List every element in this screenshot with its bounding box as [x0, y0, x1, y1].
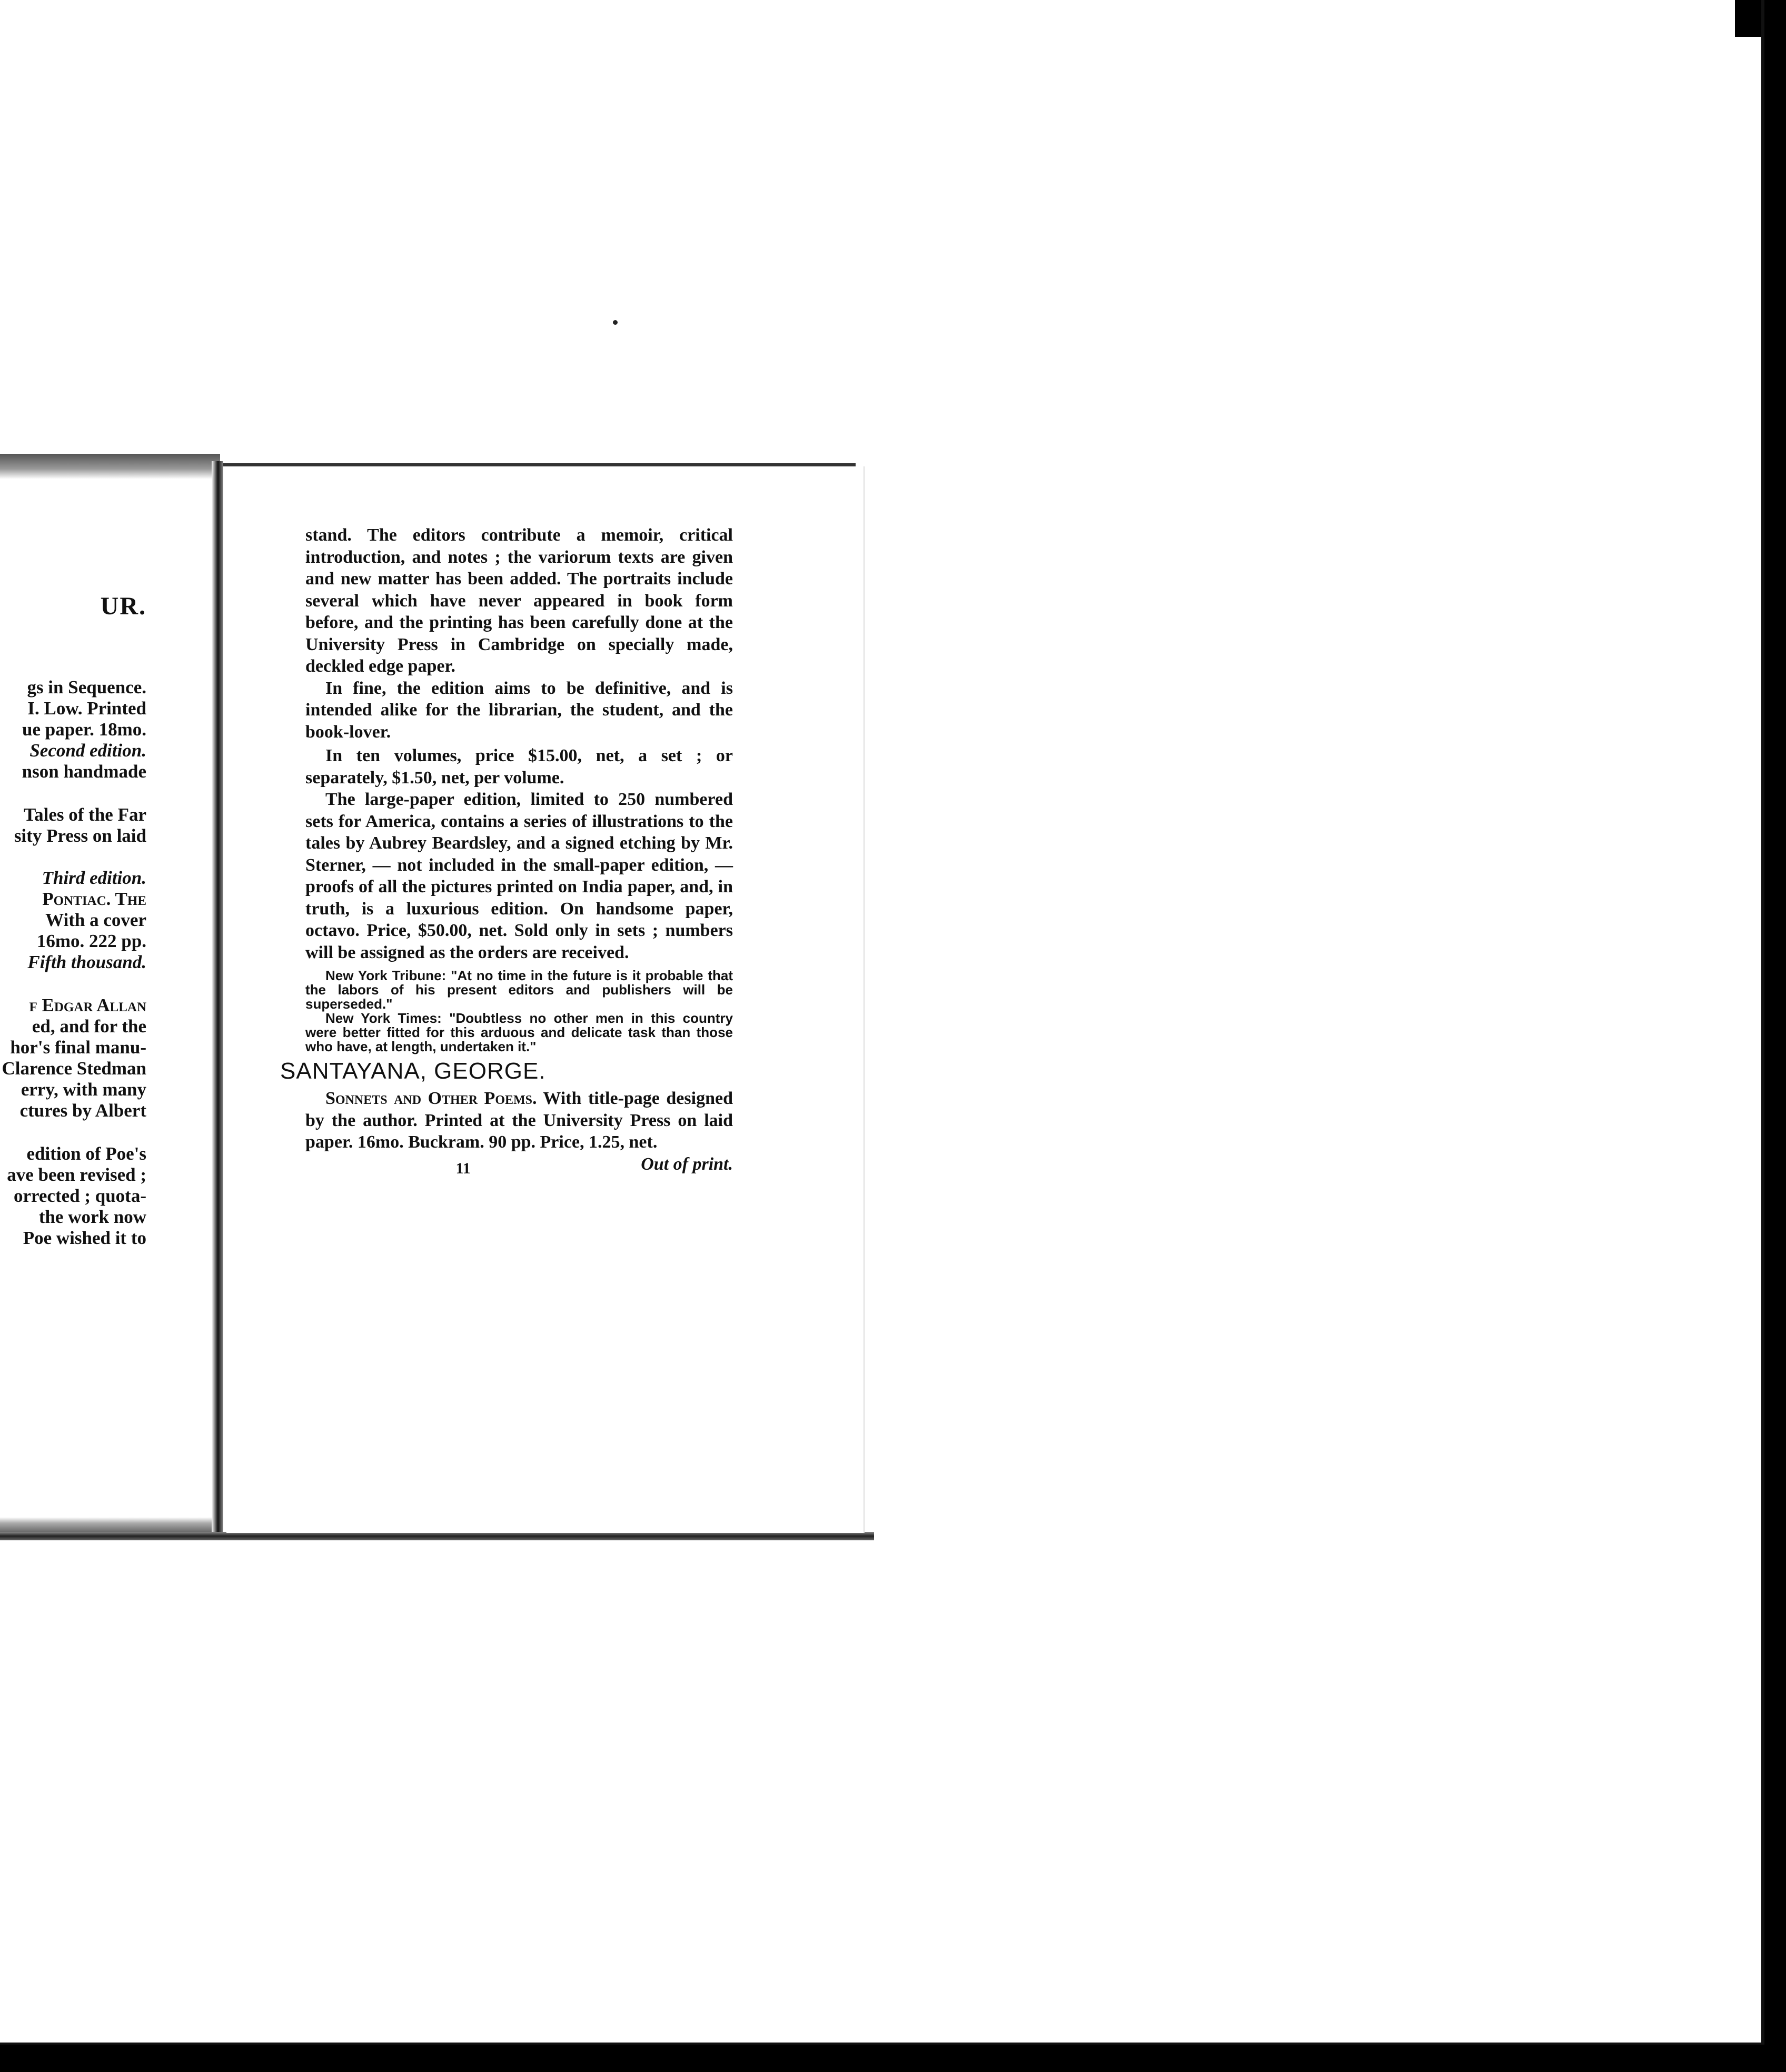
left-line: gs in Sequence.	[27, 677, 146, 698]
book-spine	[212, 461, 223, 1540]
dust-speck	[613, 320, 618, 325]
right-page-text	[280, 524, 733, 1179]
left-line: ed, and for the	[32, 1016, 146, 1037]
left-line: erry, with many	[21, 1079, 146, 1100]
paragraph: In fine, the edition aims to be definitive, and is intended alike for the librarian, the student, and the book-lover.	[305, 678, 733, 742]
right-page	[226, 466, 865, 1533]
left-line: f Edgar Allan	[29, 995, 146, 1015]
left-line: I. Low. Printed	[27, 698, 146, 719]
press-quote	[305, 1011, 733, 1054]
paragraph: stand. The editors contribute a memoir, critical introduction, and notes ; the variorum texts are given and new matter has been added. The portraits include several which have never appeared in book form before, and the printing has been carefully done at the University Press in Cambridge on specially made, deckled edge paper.	[305, 525, 733, 676]
left-page	[0, 454, 220, 1537]
paragraph: The large-paper edition, limited to 250 numbered sets for America, contains a series of illustrations to the tales by Aubrey Beardsley, and a signed etching by Mr. Sterner, — not included in the small-paper edition, — proofs of all the pictures printed on India paper, and, in truth, is a luxurious edition. On handsome paper, octavo. Price, $50.00, net. Sold only in sets ; numbers will be assigned as the orders are received.	[305, 790, 733, 962]
left-line: Poe wished it to	[23, 1228, 146, 1248]
left-line: Pontiac. The	[42, 889, 146, 909]
left-line: edition of Poe's	[26, 1143, 146, 1164]
entry-description: With title-page designed by the author. Printed at the University Press on laid paper. 16mo. Buckram. 90 pp. Price, 1.25, net.	[305, 1089, 733, 1152]
entry-title: Sonnets and Other Poems.	[325, 1089, 537, 1108]
left-line: orrected ; quota-	[13, 1186, 146, 1206]
left-line: Third edition.	[42, 868, 146, 888]
left-line: Fifth thousand.	[27, 952, 146, 972]
left-line: ave been revised ;	[7, 1164, 146, 1185]
left-line: 16mo. 222 pp.	[36, 931, 146, 951]
left-line: hor's final manu-	[10, 1037, 146, 1058]
left-line: With a cover	[45, 910, 146, 930]
left-line: ue paper. 18mo.	[22, 719, 146, 740]
page-number: 11	[455, 1159, 471, 1177]
entry-heading: SANTAYANA, GEORGE.	[280, 1058, 546, 1084]
left-page-text	[0, 454, 146, 1537]
left-line: Second edition.	[29, 740, 146, 761]
scan-corner-mark	[1735, 0, 1761, 37]
left-line: Clarence Stedman	[2, 1058, 146, 1079]
entry-status: Out of print.	[641, 1154, 733, 1174]
left-line: nson handmade	[22, 761, 146, 782]
left-heading: UR.	[100, 592, 146, 620]
press-quote-text: New York Times: "Doubtless no other men in this country were better fitted for this arduous and delicate task than those who have, at length, undertaken it."	[305, 1010, 733, 1054]
page-bottom-edge	[0, 1532, 874, 1540]
press-quote	[305, 969, 733, 1011]
left-line: the work now	[38, 1207, 146, 1227]
press-quote-text: New York Tribune: "At no time in the future is it probable that the labors of his present editors and publishers will be superseded."	[305, 968, 733, 1012]
left-line: Tales of the Far	[24, 804, 146, 825]
left-line: ctures by Albert	[19, 1100, 146, 1121]
paragraph: In ten volumes, price $15.00, net, a set ; or separately, $1.50, net, per volume.	[305, 746, 733, 788]
left-line: sity Press on laid	[14, 825, 146, 846]
